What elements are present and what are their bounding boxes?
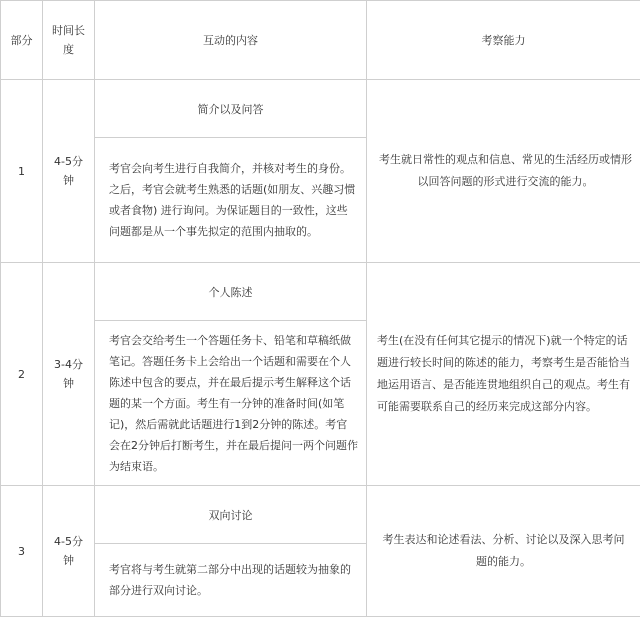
duration-cell: 4-5分钟 — [43, 486, 95, 617]
table-row — [1, 80, 640, 138]
ability-cell: 考生(在没有任何其它提示的情况下)就一个特定的话题进行较长时间的陈述的能力，考察考生是否能恰当地运用语言、是否能连贯地组织自己的观点。考生有可能需要联系自己的经历来完成这部分内容。 — [367, 263, 640, 486]
section-title: 双向讨论 — [95, 486, 367, 544]
header-content: 互动的内容 — [95, 1, 367, 80]
part-number: 1 — [1, 80, 43, 263]
part-number: 3 — [1, 486, 43, 617]
header-duration: 时间长度 — [43, 1, 95, 80]
ability-cell: 考生就日常性的观点和信息、常见的生活经历或情形以回答问题的形式进行交流的能力。 — [367, 80, 640, 263]
table-row — [1, 263, 640, 321]
header-ability: 考察能力 — [367, 1, 640, 80]
table-row — [1, 486, 640, 544]
section-description: 考官会向考生进行自我简介，并核对考生的身份。之后，考官会就考生熟悉的话题(如朋友、兴趣习惯或者食物) 进行询问。为保证题目的一致性，这些问题都是从一个事先拟定的范围内抽取的。 — [95, 138, 367, 263]
section-description: 考官会交给考生一个答题任务卡、铅笔和草稿纸做笔记。答题任务卡上会给出一个话题和需要在个人陈述中包含的要点，并在最后提示考生解释这个话题的某一个方面。考生有一分钟的准备时间(如笔记)，然后需就此话题进行1到2分钟的陈述。考官会在2分钟后打断考生，并在最后提问一两个问题作为结束语。 — [95, 321, 367, 486]
part-number: 2 — [1, 263, 43, 486]
header-row — [1, 1, 640, 80]
duration-cell: 3-4分钟 — [43, 263, 95, 486]
duration-cell: 4-5分钟 — [43, 80, 95, 263]
section-description: 考官将与考生就第二部分中出现的话题较为抽象的部分进行双向讨论。 — [95, 544, 367, 617]
section-title: 个人陈述 — [95, 263, 367, 321]
section-title: 简介以及问答 — [95, 80, 367, 138]
header-part: 部分 — [1, 1, 43, 80]
ability-cell: 考生表达和论述看法、分析、讨论以及深入思考问题的能力。 — [367, 486, 640, 617]
